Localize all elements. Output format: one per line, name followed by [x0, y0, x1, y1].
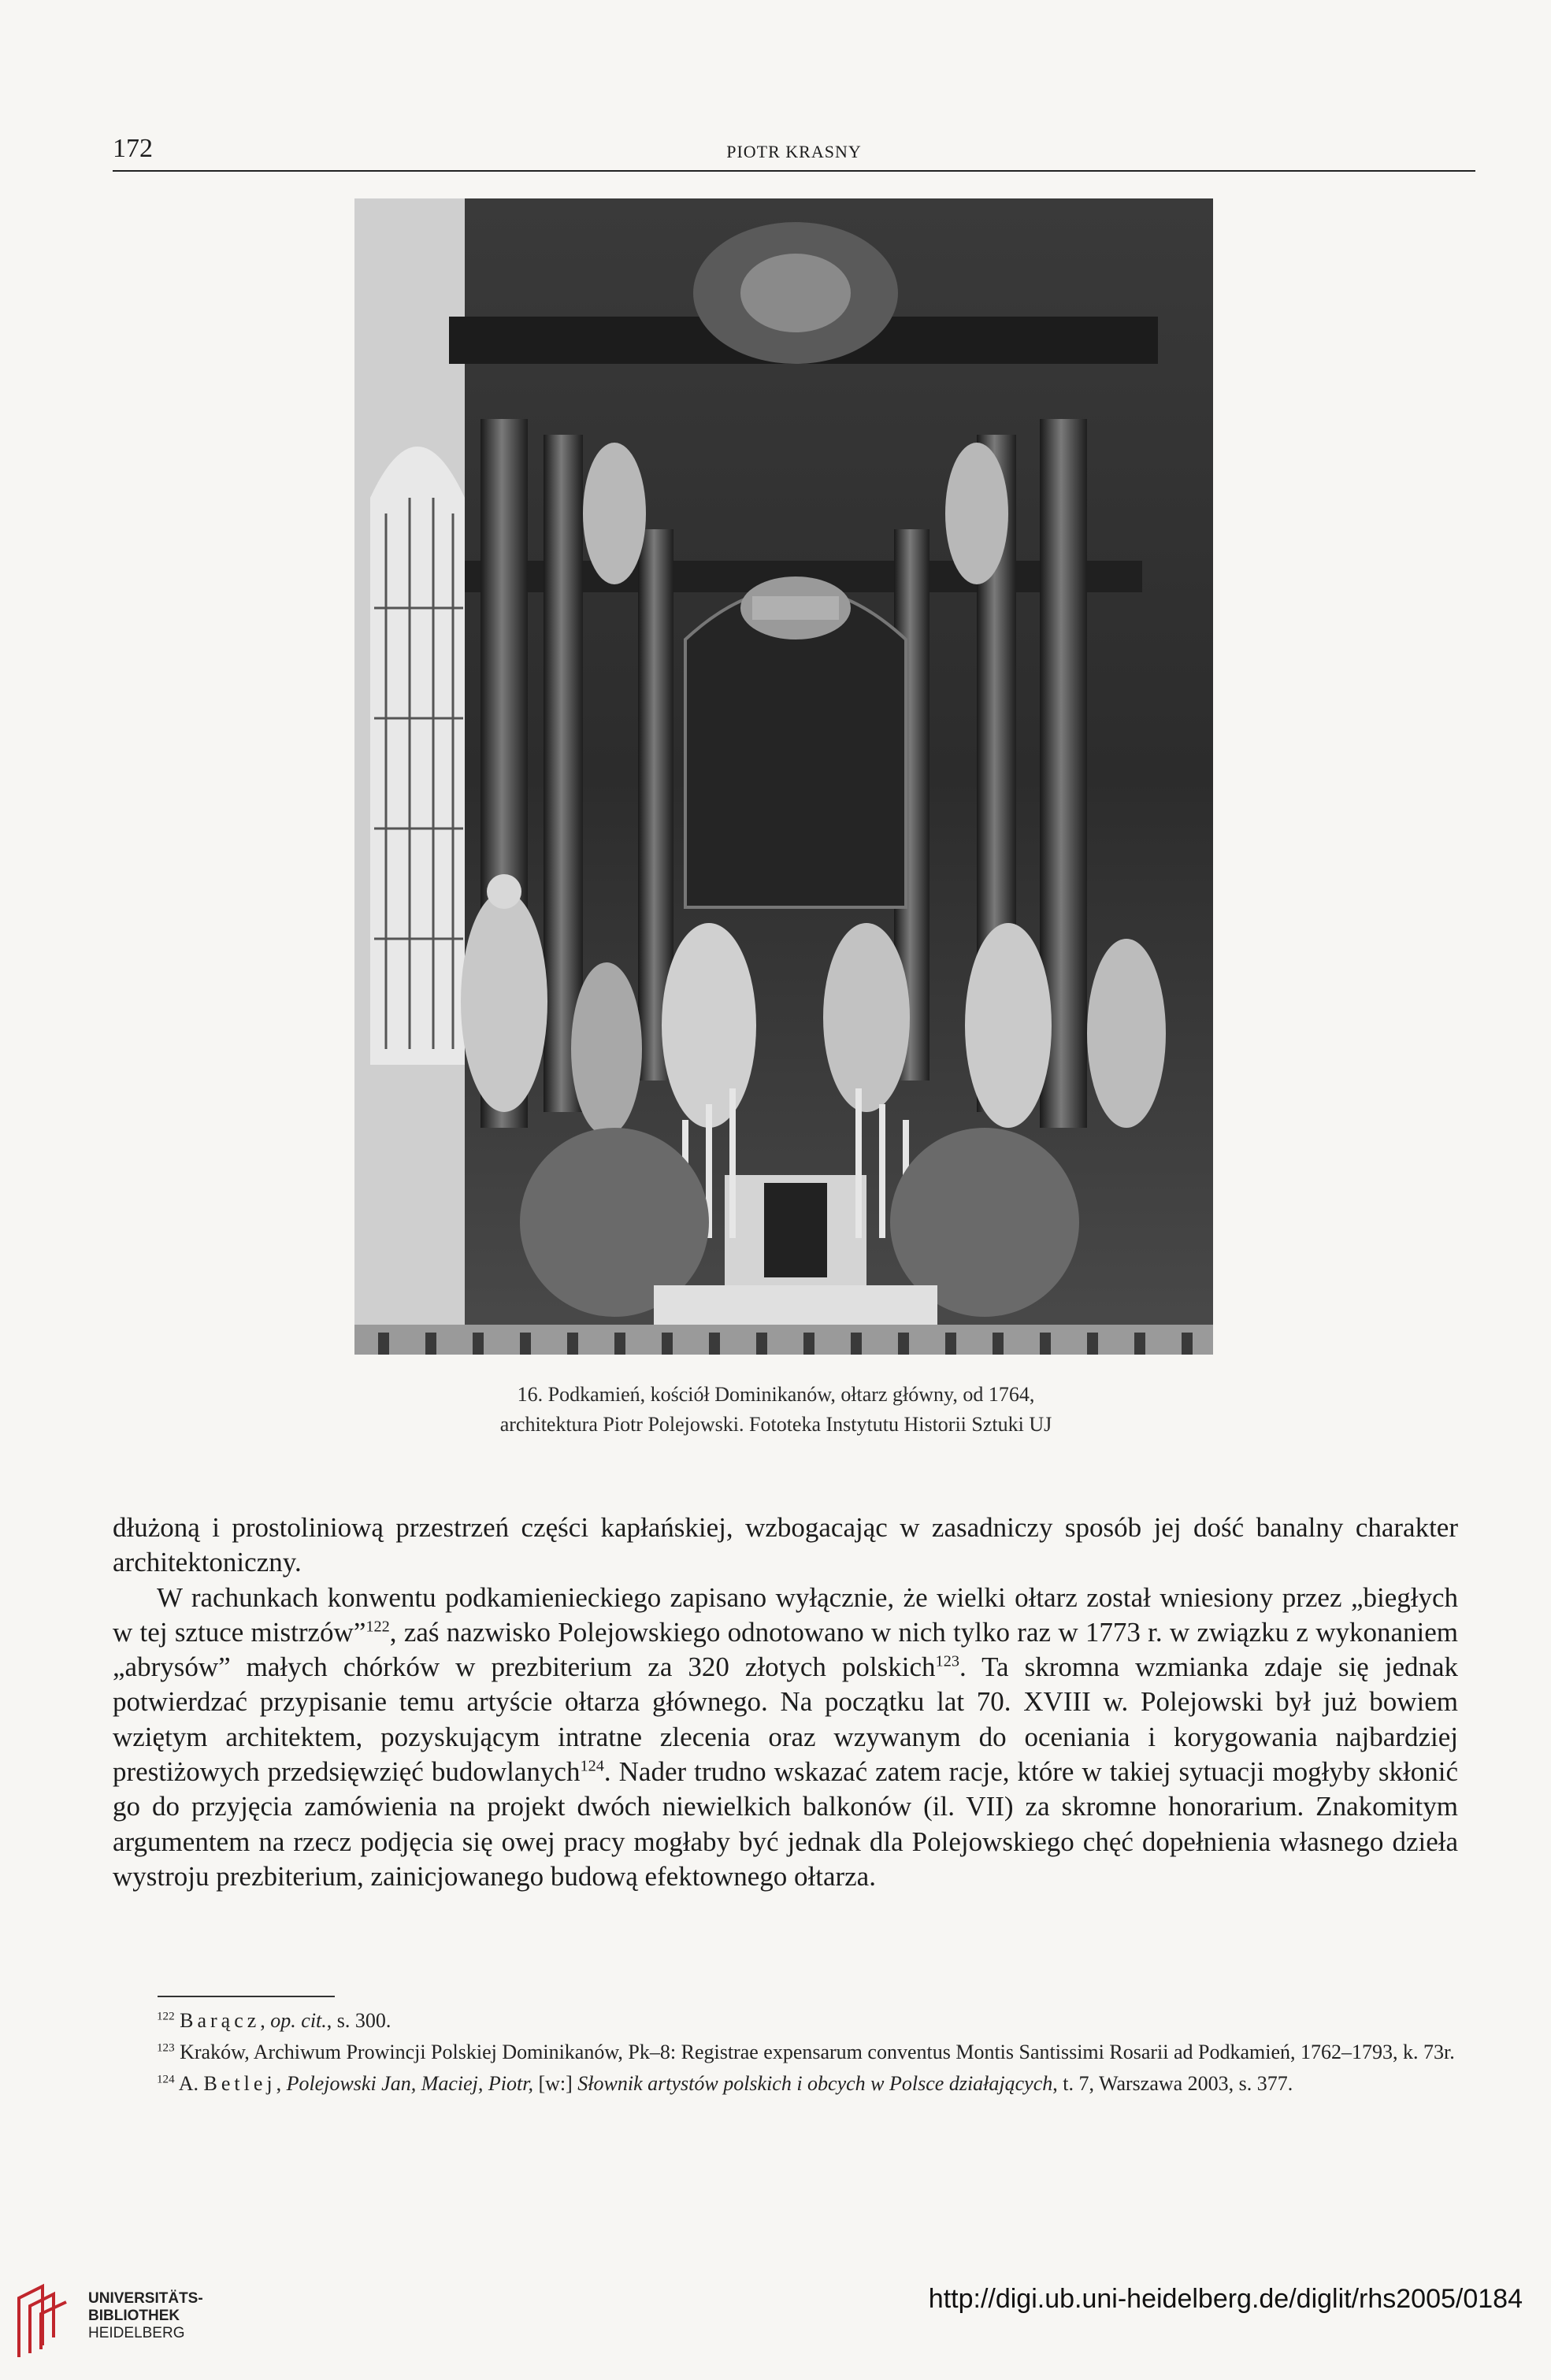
- paragraph-2-part-a: W rachunkach konwentu podkamienieckiego zapisano wyłącznie, że wielki ołtarz został wniesiony przez „biegłych w tej sztuce mistrzów”: [113, 1581, 1458, 1648]
- library-line-3: HEIDELBERG: [88, 2325, 185, 2341]
- footnote-author: Betlej: [203, 2072, 276, 2095]
- footnote-italic: op. cit.: [270, 2009, 327, 2032]
- footnote-ref-124[interactable]: 124: [580, 1757, 604, 1775]
- footnote-text: , t. 7, Warszawa 2003, s. 377.: [1052, 2072, 1293, 2095]
- paragraph-2-part-d: . Nader trudno wskazać zatem racje, które w takiej sytuacji mogłyby skłonić go do przyjęcia zamówienia na projekt dwóch niewielkich balkonów (il. VII) za skromne honorarium. Znakomitym argumentem na rzecz podjęcia się owej pracy mogłaby być jednak dla Polejowskiego chęć dopełnienia własnego dzieła wystroju prezbiterium, zainicjowanego budową efektownego ołtarza.: [113, 1756, 1459, 1892]
- altar-photograph: [354, 198, 1213, 1355]
- paragraph-1: dłużoną i prostoliniową przestrzeń części kapłańskiej, wzbogacając w zasadniczy sposób jej dość banalny charakter architektoniczny.: [113, 1512, 1458, 1578]
- page-footer: [0, 2267, 1551, 2380]
- altar-photo-illustration: [354, 198, 1213, 1355]
- footnote-text: ,: [276, 2072, 287, 2095]
- source-url-link[interactable]: http://digi.ub.uni-heidelberg.de/diglit/rhs2005/0184: [928, 2284, 1523, 2314]
- caption-line-1: 16. Podkamień, kościół Dominikanów, ołtarz główny, od 1764,: [517, 1383, 1035, 1406]
- paragraph-2-part-c: . Ta skromna wzmianka zdaje się jednak potwierdzać przypisanie temu artyście ołtarza głównego. Na początku lat 70. XVIII w. Polejowski był już bowiem wziętym architektem, pozyskującym intratne zlecenia oraz wzywanym do oceniania i korygowania najbardziej prestiżowych przedsięwzięć budowlanych: [113, 1652, 1459, 1788]
- library-line-1: UNIVERSITÄTS-: [88, 2290, 203, 2307]
- footnote-text: [w:]: [532, 2072, 578, 2095]
- figure-caption: [315, 1380, 1237, 1440]
- footnote-ref-123[interactable]: 123: [935, 1652, 959, 1670]
- footnote-author-prefix: A.: [178, 2072, 204, 2095]
- footnote-author: Barącz: [180, 2009, 261, 2032]
- footnote-italic: Polejowski Jan, Maciej, Piotr,: [286, 2072, 533, 2095]
- footnote-number: 123: [157, 2041, 175, 2055]
- footnote-text: , s. 300.: [326, 2009, 391, 2032]
- footnote-text: Kraków, Archiwum Prowincji Polskiej Dominikanów, Pk–8: Registrae expensarum conventus Montis Santissimi Rosarii ad Podkamień, 1762–1793, k. 73r.: [180, 2041, 1455, 2063]
- library-name: [88, 2290, 203, 2342]
- library-logo-icon: [11, 2282, 76, 2361]
- footnote-number: 122: [157, 2010, 175, 2023]
- footnote-124: [113, 2070, 1458, 2098]
- footnotes: [113, 2007, 1458, 2101]
- body-text: [113, 1511, 1458, 1894]
- running-head: PIOTR KRASNY: [726, 142, 862, 161]
- footnote-number: 124: [157, 2073, 175, 2086]
- library-line-2: BIBLIOTHEK: [88, 2308, 180, 2324]
- page-number: 172: [113, 134, 153, 163]
- footnote-123: [113, 2038, 1458, 2067]
- paragraph-2-part-b: , zaś nazwisko Polejowskiego odnotowano w nich tylko raz w 1773 r. w związku z wykonaniem „abrysów” małych chórków w prezbiterium za 320 złotych polskich: [113, 1616, 1458, 1683]
- page-header: [113, 134, 1475, 172]
- footnote-122: [113, 2007, 1458, 2035]
- paragraph-2: [113, 1581, 1458, 1895]
- footnote-italic: Słownik artystów polskich i obcych w Polsce działających: [577, 2072, 1053, 2095]
- caption-line-2: architektura Piotr Polejowski. Fototeka Instytutu Historii Sztuki UJ: [499, 1413, 1052, 1436]
- footnote-ref-122[interactable]: 122: [365, 1618, 390, 1636]
- footnote-divider: [158, 1996, 335, 1997]
- footnote-text: ,: [260, 2009, 271, 2032]
